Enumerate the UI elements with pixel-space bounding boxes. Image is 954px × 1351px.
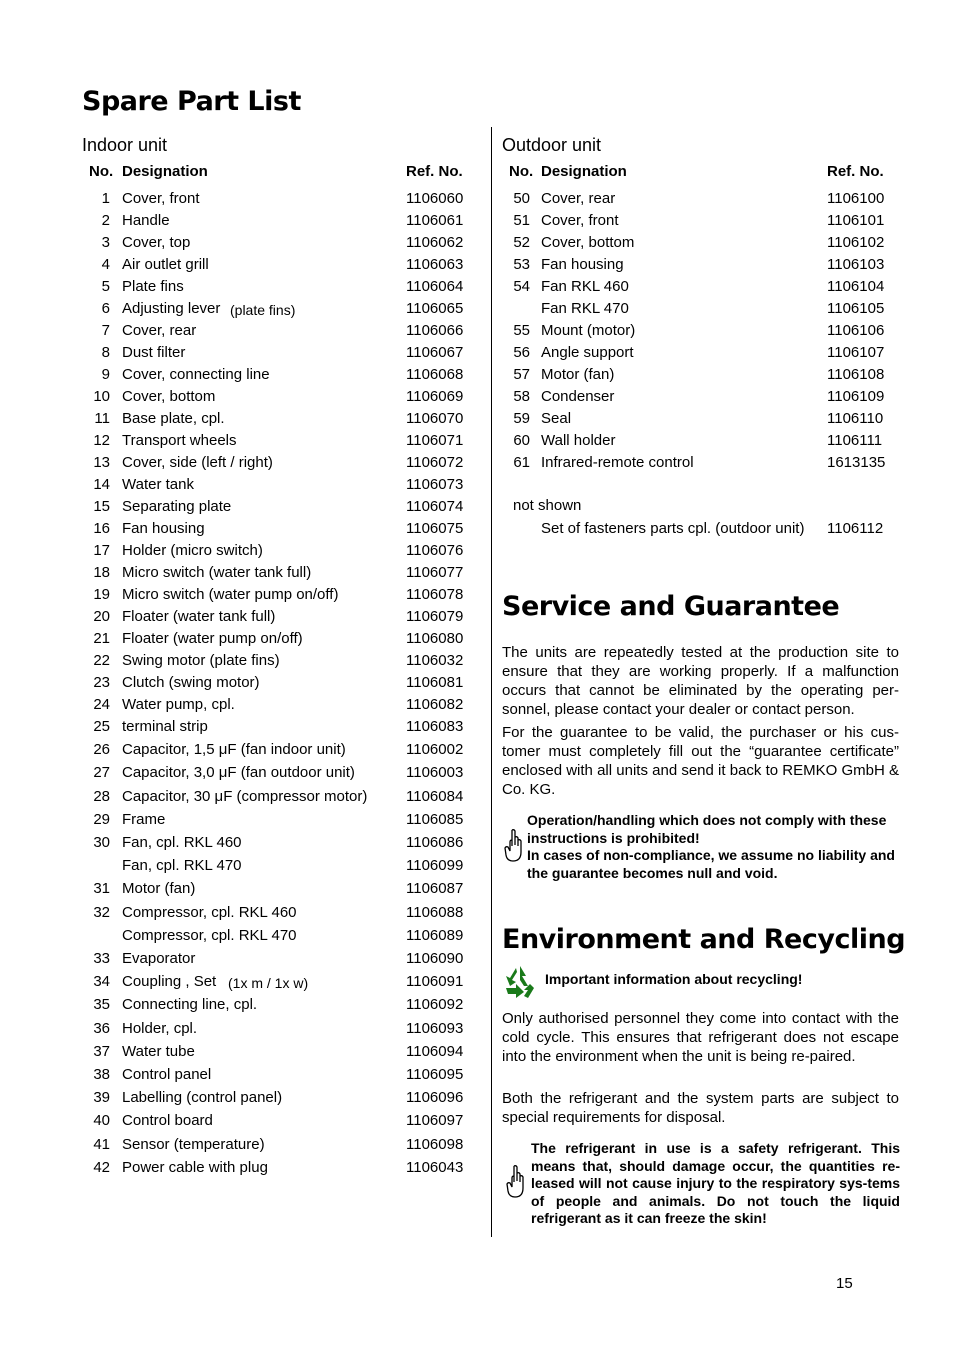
part-number: 51 <box>513 212 530 229</box>
part-number: 21 <box>93 630 110 647</box>
part-designation: Control board <box>122 1112 213 1130</box>
part-designation: Seal <box>541 410 572 427</box>
part-number: 3 <box>101 234 110 251</box>
part-designation: Clutch (swing motor) <box>122 674 260 691</box>
page-number: 15 <box>836 1275 853 1292</box>
part-ref-number: 1106087 <box>406 880 464 898</box>
column-divider <box>491 127 492 1237</box>
part-ref-number: 1106103 <box>827 256 885 273</box>
part-designation: Holder, cpl. <box>122 1019 198 1037</box>
part-ref-number: 1106109 <box>827 388 885 405</box>
part-designation: Cover, top <box>122 234 191 251</box>
part-ref-number: 1106086 <box>406 834 464 851</box>
part-designation: Cover, rear <box>541 190 616 207</box>
environment-heading: Environment and Recycling <box>502 924 906 955</box>
part-ref-number: 1106098 <box>406 1135 464 1153</box>
part-number: 55 <box>513 322 530 339</box>
part-number: 56 <box>513 344 530 361</box>
part-ref-number: 1106002 <box>406 741 464 759</box>
part-designation: Capacitor, 3,0 μF (fan outdoor unit) <box>122 764 355 782</box>
part-designation: Power cable with plug <box>122 1158 268 1176</box>
part-number: 13 <box>93 454 110 471</box>
part-number: 27 <box>93 764 110 782</box>
part-ref-number: 1106111 <box>827 432 883 449</box>
part-designation: Swing motor (plate fins) <box>122 652 280 669</box>
part-number: 11 <box>94 410 110 427</box>
part-ref-number: 1106092 <box>406 996 464 1014</box>
part-number: 16 <box>93 520 110 537</box>
part-number: 10 <box>93 388 110 405</box>
part-designation: Cover, bottom <box>541 234 635 251</box>
part-designation: terminal strip <box>122 718 208 735</box>
not-shown-label: not shown <box>513 497 582 514</box>
recycling-note: Important information about recycling! <box>545 971 803 987</box>
part-ref-number: 1106081 <box>406 674 464 691</box>
part-ref-number: 1106110 <box>827 410 884 427</box>
part-number: 38 <box>93 1066 110 1083</box>
pointing-hand-icon <box>503 828 523 869</box>
pointing-hand-icon <box>505 1164 525 1205</box>
part-designation: Evaporator <box>122 950 196 967</box>
part-ref-number: 1106072 <box>406 454 464 471</box>
part-number: 32 <box>93 903 110 921</box>
part-number: 1 <box>101 190 110 207</box>
part-ref-number: 1106079 <box>406 608 464 625</box>
part-number: 34 <box>93 973 110 991</box>
part-designation: Micro switch (water tank full) <box>122 564 312 581</box>
part-number: 22 <box>93 652 110 669</box>
part-designation: Frame <box>122 810 166 828</box>
outdoor-heading: Outdoor unit <box>502 135 602 155</box>
part-ref-number: 1106100 <box>827 190 885 207</box>
part-designation: Condenser <box>541 388 615 405</box>
service-note-2: In cases of non-compliance, we assume no liability and the guarantee becomes null and void. <box>527 847 895 881</box>
part-number: 15 <box>93 498 110 515</box>
part-ref-number: 1106071 <box>406 432 464 449</box>
service-note-1: Operation/handling which does not comply with these instructions is prohibited! <box>527 812 887 846</box>
part-number: 59 <box>513 410 530 427</box>
part-designation: Infrared-remote control <box>541 454 694 471</box>
part-designation: Labelling (control panel) <box>122 1089 283 1107</box>
part-number: 33 <box>93 950 110 967</box>
part-number: 57 <box>513 366 530 383</box>
part-designation: Micro switch (water pump on/off) <box>122 586 339 603</box>
part-number: 12 <box>93 432 110 449</box>
part-designation: Cover, bottom <box>122 388 216 405</box>
part-ref-number: 1106063 <box>406 256 464 273</box>
service-paragraph-1: The units are repeatedly tested at the production site to ensure that they are working properly. If a malfunction occurs that cannot be eliminated by the operating per-sonnel, please contact your dealer or contact person. <box>502 644 899 718</box>
recycling-icon <box>502 964 538 1005</box>
part-number: 8 <box>101 344 110 361</box>
part-ref-number: 1106095 <box>406 1066 464 1083</box>
part-ref-number: 1106064 <box>406 278 464 295</box>
part-ref-number: 1106096 <box>406 1089 464 1107</box>
part-designation-note: (plate fins) <box>230 302 296 318</box>
part-designation: Fan RKL 460 <box>541 278 629 295</box>
part-ref-number: 1106070 <box>406 410 464 427</box>
part-designation: Adjusting lever <box>122 300 221 317</box>
part-ref-number: 1106084 <box>406 787 464 805</box>
part-number: 14 <box>93 476 110 493</box>
part-ref-number: 1106067 <box>406 344 464 361</box>
part-number: 5 <box>101 278 110 295</box>
part-ref-number: 1106102 <box>827 234 885 251</box>
part-designation: Separating plate <box>122 498 232 515</box>
part-ref-number: 1106066 <box>406 322 464 339</box>
part-ref-number: 1106094 <box>406 1042 464 1060</box>
not-shown-designation: Set of fasteners parts cpl. (outdoor unit) <box>541 520 805 537</box>
part-number: 36 <box>93 1019 110 1037</box>
part-ref-number: 1106104 <box>827 278 885 295</box>
part-designation: Motor (fan) <box>541 366 615 383</box>
part-designation: Fan RKL 470 <box>541 300 629 317</box>
part-designation: Fan, cpl. RKL 470 <box>122 857 242 875</box>
part-ref-number: 1106097 <box>406 1112 464 1130</box>
part-ref-number: 1106101 <box>827 212 885 229</box>
indoor-col-designation: Designation <box>122 163 208 180</box>
page-title: Spare Part List <box>82 86 301 117</box>
part-ref-number: 1106083 <box>406 718 464 735</box>
part-ref-number: 1106093 <box>406 1019 464 1037</box>
refrigerant-warning: The refrigerant in use is a safety refrigerant. This means that, should damage occur, the quantities re-leased will not cause injury to the respiratory sys-tems of people and animals. Do not touch the liquid refrigerant as it can freeze the skin! <box>531 1140 900 1226</box>
part-designation: Fan, cpl. RKL 460 <box>122 834 242 851</box>
outdoor-col-no: No. <box>509 163 534 180</box>
part-ref-number: 1106043 <box>406 1158 464 1176</box>
service-heading: Service and Guarantee <box>502 591 840 622</box>
part-designation: Holder (micro switch) <box>122 542 263 559</box>
part-number: 50 <box>513 190 530 207</box>
part-designation: Mount (motor) <box>541 322 636 339</box>
part-designation: Connecting line, cpl. <box>122 996 258 1014</box>
part-number: 4 <box>101 256 110 273</box>
part-designation: Compressor, cpl. RKL 470 <box>122 926 297 944</box>
part-ref-number: 1106076 <box>406 542 464 559</box>
part-ref-number: 1106099 <box>406 857 464 875</box>
indoor-col-no: No. <box>89 163 114 180</box>
part-ref-number: 1106078 <box>406 586 464 603</box>
part-number: 24 <box>93 696 110 713</box>
part-number: 23 <box>93 674 110 691</box>
part-number: 28 <box>93 787 110 805</box>
part-ref-number: 1106090 <box>406 950 464 967</box>
part-designation: Handle <box>122 212 170 229</box>
part-designation-note: (1x m / 1x w) <box>228 975 309 992</box>
part-designation: Water tank <box>122 476 194 493</box>
part-designation: Cover, side (left / right) <box>122 454 273 471</box>
part-number: 37 <box>93 1042 110 1060</box>
part-number: 26 <box>93 741 110 759</box>
part-designation: Motor (fan) <box>122 880 196 898</box>
part-designation: Cover, connecting line <box>122 366 270 383</box>
part-ref-number: 1106080 <box>406 630 464 647</box>
part-number: 2 <box>101 212 110 229</box>
part-designation: Cover, front <box>541 212 619 229</box>
part-designation: Compressor, cpl. RKL 460 <box>122 903 297 921</box>
part-designation: Base plate, cpl. <box>122 410 225 427</box>
part-number: 39 <box>93 1089 110 1107</box>
part-ref-number: 1106088 <box>406 903 464 921</box>
part-ref-number: 1106068 <box>406 366 464 383</box>
part-ref-number: 1106003 <box>406 764 464 782</box>
part-number: 54 <box>513 278 530 295</box>
part-number: 29 <box>93 810 110 828</box>
environment-paragraph-1: Only authorised personnel they come into contact with the cold cycle. This ensures that refrigerant does not escape into the environment when the unit is being re-paired. <box>502 1010 899 1065</box>
part-ref-number: 1106106 <box>827 322 885 339</box>
part-ref-number: 1106085 <box>406 810 464 828</box>
part-ref-number: 1613135 <box>827 454 886 471</box>
part-designation: Floater (water tank full) <box>122 608 276 625</box>
part-designation: Transport wheels <box>122 432 237 449</box>
part-ref-number: 1106032 <box>406 652 464 669</box>
part-number: 30 <box>93 834 110 851</box>
part-ref-number: 1106107 <box>827 344 885 361</box>
part-number: 19 <box>93 586 110 603</box>
part-number: 41 <box>93 1135 110 1153</box>
part-designation: Sensor (temperature) <box>122 1135 265 1153</box>
part-designation: Angle support <box>541 344 634 361</box>
part-number: 25 <box>93 718 110 735</box>
part-designation: Fan housing <box>541 256 624 273</box>
part-designation: Water tube <box>122 1042 195 1060</box>
part-number: 31 <box>93 880 110 898</box>
indoor-heading: Indoor unit <box>82 135 168 155</box>
part-number: 7 <box>101 322 110 339</box>
part-designation: Wall holder <box>541 432 616 449</box>
part-number: 58 <box>513 388 530 405</box>
part-ref-number: 1106082 <box>406 696 464 713</box>
part-designation: Plate fins <box>122 278 184 295</box>
part-number: 18 <box>93 564 110 581</box>
part-ref-number: 1106073 <box>406 476 464 493</box>
outdoor-col-designation: Designation <box>541 163 627 180</box>
part-number: 52 <box>513 234 530 251</box>
part-designation: Cover, rear <box>122 322 197 339</box>
part-number: 42 <box>93 1158 110 1176</box>
part-number: 60 <box>513 432 530 449</box>
part-ref-number: 1106108 <box>827 366 885 383</box>
part-designation: Cover, front <box>122 190 200 207</box>
part-ref-number: 1106074 <box>406 498 464 515</box>
part-designation: Dust filter <box>122 344 186 361</box>
part-designation: Water pump, cpl. <box>122 696 235 713</box>
part-ref-number: 1106077 <box>406 564 464 581</box>
part-number: 61 <box>513 454 530 471</box>
part-designation: Capacitor, 1,5 μF (fan indoor unit) <box>122 741 346 759</box>
not-shown-ref: 1106112 <box>827 520 884 537</box>
part-designation: Fan housing <box>122 520 205 537</box>
part-designation: Air outlet grill <box>122 256 209 273</box>
part-number: 17 <box>93 542 110 559</box>
part-designation: Coupling , Set <box>122 973 217 991</box>
part-ref-number: 1106105 <box>827 300 885 317</box>
part-ref-number: 1106075 <box>406 520 464 537</box>
part-ref-number: 1106061 <box>406 212 464 229</box>
part-number: 40 <box>93 1112 110 1130</box>
outdoor-col-ref: Ref. No. <box>827 163 884 180</box>
part-ref-number: 1106089 <box>406 926 464 944</box>
part-designation: Floater (water pump on/off) <box>122 630 303 647</box>
part-ref-number: 1106091 <box>406 973 464 991</box>
part-number: 35 <box>93 996 110 1014</box>
part-ref-number: 1106065 <box>406 300 464 317</box>
part-ref-number: 1106060 <box>406 190 464 207</box>
part-ref-number: 1106062 <box>406 234 464 251</box>
service-paragraph-2: For the guarantee to be valid, the purchaser or his cus-tomer must completely fill out the “guarantee certificate” enclosed with all units and send it back to REMKO GmbH & Co. KG. <box>502 724 899 798</box>
part-designation: Capacitor, 30 μF (compressor motor) <box>122 787 368 805</box>
indoor-col-ref: Ref. No. <box>406 163 463 180</box>
environment-paragraph-2: Both the refrigerant and the system parts are subject to special requirements for disposal. <box>502 1090 899 1126</box>
part-number: 9 <box>101 366 110 383</box>
part-designation: Control panel <box>122 1066 212 1083</box>
part-number: 53 <box>513 256 530 273</box>
part-number: 20 <box>93 608 110 625</box>
part-ref-number: 1106069 <box>406 388 464 405</box>
part-number: 6 <box>101 300 110 317</box>
